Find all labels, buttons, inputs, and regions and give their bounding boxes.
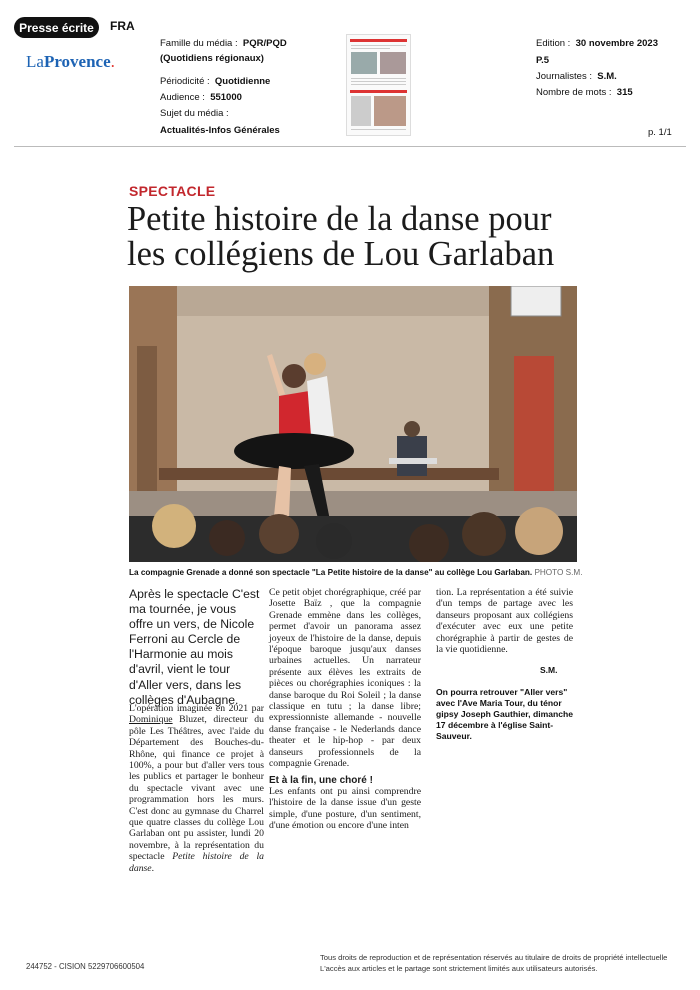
article-headline [127, 202, 577, 272]
edition [536, 38, 658, 49]
media-subject-label: Sujet du média : [160, 108, 229, 119]
p1-text-end: . [151, 862, 155, 874]
periodicity-label: Périodicité : [160, 76, 210, 87]
author-signature: S.M. [540, 665, 558, 675]
event-note: On pourra retrouver "Aller vers" avec l'Ave Maria Tour, du ténor gipsy Joseph Gauthier, dimanche 17 décembre à l'église Saint-Sauveur. [436, 687, 574, 741]
body-column-3 [436, 587, 573, 655]
word-count-value: 315 [616, 87, 633, 98]
article-subhead: Et à la fin, une choré ! [269, 774, 373, 786]
page-ref: P.5 [536, 55, 550, 66]
media-family [160, 38, 287, 49]
body-paragraph-2: Ce petit objet chorégraphique, créé par Josette Baïz , que la compagnie Grenade emmène dans les collèges, permet d'avoir un panorama assez joyeux de l'histoire de la danse, depuis l'époque baroque jusqu'aux danses urbaines actuelles. Un narrateur présente aux élèves les extraits de pièces ou chorégraphies iconiques : la danse baroque du Roi Soleil ; la danse classique en tutu ; la danse libre; expressionniste allemande - nouvelle danse française - le Nederlands dance theater et le hip-hop - par deux danseurs professionnels de la compagnie Grenade. [269, 587, 421, 770]
edition-label: Edition : [536, 38, 571, 49]
logo-prefix: La [26, 52, 44, 71]
body-paragraph-1 [129, 703, 264, 874]
logo-dot: . [110, 52, 115, 71]
photo-caption [129, 568, 584, 577]
article-photo [129, 286, 577, 562]
journalists [536, 71, 617, 82]
word-count [536, 87, 633, 98]
show-title: Petite histoire de la danse [129, 851, 265, 874]
media-family-sub: (Quotidiens régionaux) [160, 53, 264, 64]
badge-label: Presse écrite [19, 20, 94, 35]
word-count-label: Nombre de mots : [536, 87, 612, 98]
publication-logo [26, 52, 115, 72]
page-count: p. 1/1 [648, 127, 672, 138]
person-link[interactable]: Dominique [129, 714, 173, 726]
footer-rights [320, 952, 680, 974]
footer-rights-line-1: Tous droits de reproduction et de représentation réservés au titulaire de droits de propriété intellectuelle [320, 953, 668, 962]
audience-label: Audience : [160, 92, 205, 103]
footer-reference: 244752 - CISION 5229706600504 [26, 962, 145, 971]
journalists-value: S.M. [597, 71, 617, 82]
media-subject [160, 108, 229, 119]
p1-text-a: L'opération imaginée en 2021 par [129, 703, 264, 714]
photo-credit: PHOTO S.M. [534, 568, 583, 577]
article-kicker: SPECTACLE [129, 183, 216, 199]
header-divider [14, 146, 686, 147]
audience [160, 92, 242, 103]
edition-value: 30 novembre 2023 [575, 38, 658, 49]
logo-main: Provence [43, 52, 111, 71]
body-column-2 [269, 587, 421, 832]
country-code: FRA [110, 19, 135, 33]
body-paragraph-3-continued: tion. La représentation a été suivie d'un temps de partage avec les danseurs proposant aux collégiens d'exécuter avec eux une petite chorégraphie à partir de gestes de la vie quotidienne. [436, 587, 573, 656]
periodicity [160, 76, 270, 87]
media-type-badge [14, 17, 99, 38]
journalists-label: Journalistes : [536, 71, 592, 82]
caption-text: La compagnie Grenade a donné son spectacle "La Petite histoire de la danse" au collège Lou Garlaban. [129, 568, 533, 577]
media-subject-value: Actualités-Infos Générales [160, 125, 280, 136]
p1-text-b: Bluzet, directeur du pôle Les Théâtres, avec l'aide du Département des Bouches-du-Rhône, qui finance ce projet à 100%, a pour but d'aller vers tous les publics et partager le bonheur du spectacle vivant avec une programmation hors les murs. C'est donc au gymnase du Charrel que quatre classes du collège Lou Garlaban ont pu assister, lundi 20 novembre, à la représentation du spectacle [129, 714, 264, 863]
audience-value: 551000 [210, 92, 242, 103]
page-thumbnail [346, 34, 411, 136]
media-family-label: Famille du média : [160, 38, 238, 49]
footer-rights-line-2: L'accès aux articles et le partage sont strictement limités aux utilisateurs autorisés. [320, 964, 598, 973]
article-intro: Après le spectacle C'est ma tournée, je vous offre un vers, de Nicole Ferroni au Cercle de l'Harmonie au mois d'avril, vient le tour d'Aller vers, dans les collèges d'Aubagne. [129, 587, 260, 707]
body-paragraph-3: Les enfants ont pu ainsi comprendre l'histoire de la danse issue d'un geste simple, d'une posture, d'un sentiment, d'une émotion ou encore d'une inten [269, 785, 421, 832]
headline-line-2: les collégiens de Lou Garlaban [127, 235, 555, 273]
headline-line-1: Petite histoire de la danse pour [127, 200, 552, 238]
periodicity-value: Quotidienne [214, 76, 271, 87]
media-family-value: PQR/PQD [242, 38, 287, 49]
